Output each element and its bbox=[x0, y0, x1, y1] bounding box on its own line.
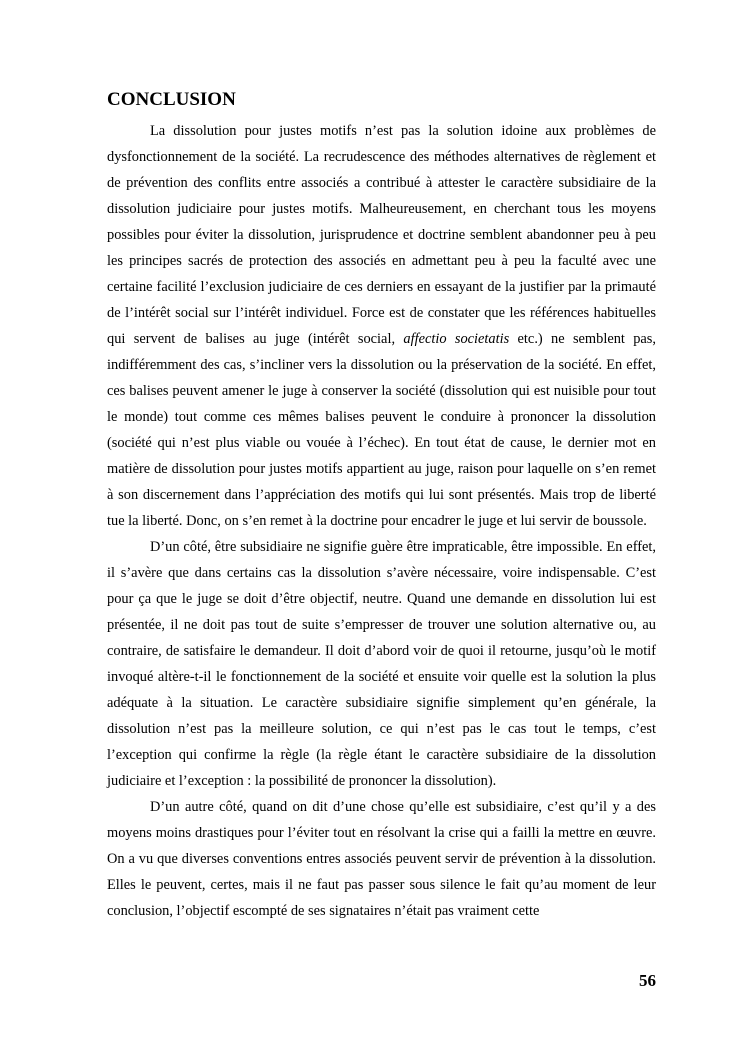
document-page bbox=[107, 88, 656, 924]
paragraph-1-text-end: etc.) ne semblent pas, indifféremment des cas, s’incliner vers la dissolution ou la préservation de la société. En effet, ces balises peuvent amener le juge à conserver la société (dissolution qui est nuisible pour tout le monde) tout comme ces mêmes balises peuvent le conduire à prononcer la dissolution (société qui n’est plus viable ou vouée à l’échec). En tout état de cause, le dernier mot en matière de dissolution pour justes motifs appartient au juge, raison pour laquelle on s’en remet à son discernement dans l’appréciation des motifs qui lui sont présentés. Mais trop de liberté tue la liberté. Donc, on s’en remet à la doctrine pour encadrer le juge et lui servir de boussole. bbox=[107, 331, 656, 529]
page-number: 56 bbox=[639, 971, 656, 990]
paragraph-3: D’un autre côté, quand on dit d’une chose qu’elle est subsidiaire, c’est qu’il y a des moyens moins drastiques pour l’éviter tout en résolvant la crise qui a failli la mettre en œuvre. On a vu que diverses conventions entres associés peuvent servir de prévention à la dissolution. Elles le peuvent, certes, mais il ne faut pas passer sous silence le fait qu’au moment de leur conclusion, l’objectif escompté de ses signataires n’était pas vraiment cette bbox=[107, 799, 656, 919]
page-title: CONCLUSION bbox=[107, 89, 236, 110]
paragraph-2: D’un côté, être subsidiaire ne signifie guère être impraticable, être impossible. En effet, il s’avère que dans certains cas la dissolution s’avère nécessaire, voire indispensable. C’est pour ça que le juge se doit d’être objectif, neutre. Quand une demande en dissolution lui est présentée, il ne doit pas tout de suite s’empresser de trouver une solution alternative ou, au contraire, de satisfaire le demandeur. Il doit d’abord voir de quoi il retourne, jusqu’où le motif invoqué altère-t-il le fonctionnement de la société et ensuite voir quelle est la solution la plus adéquate à la situation. Le caractère subsidiaire signifie simplement qu’en générale, la dissolution n’est pas la meilleure solution, ce qui n’est pas le cas tout le temps, c’est l’exception qui confirme la règle (la règle étant le caractère subsidiaire de la dissolution judiciaire et l’exception : la possibilité de prononcer la dissolution). bbox=[107, 539, 656, 789]
paragraph-1-text-start: La dissolution pour justes motifs n’est pas la solution idoine aux problèmes de dysfonctionnement de la société. La recrudescence des méthodes alternatives de règlement et de prévention des conflits entre associés a contribué à attester le caractère subsidiaire de la dissolution judiciaire pour justes motifs. Malheureusement, en cherchant tous les moyens possibles pour éviter la dissolution, jurisprudence et doctrine semblent abandonner peu à peu les principes sacrés de protection des associés en admettant peu à peu la faculté avec une certaine facilité l’exclusion judiciaire de ces derniers en essayant de la justifier par la primauté de l’intérêt social sur l’intérêt individuel. Force est de constater que les références habituelles qui servent de balises au juge (intérêt social, bbox=[107, 123, 656, 347]
paragraph-1-italic-term: affectio societatis bbox=[403, 331, 510, 347]
paragraph-1 bbox=[107, 118, 656, 534]
